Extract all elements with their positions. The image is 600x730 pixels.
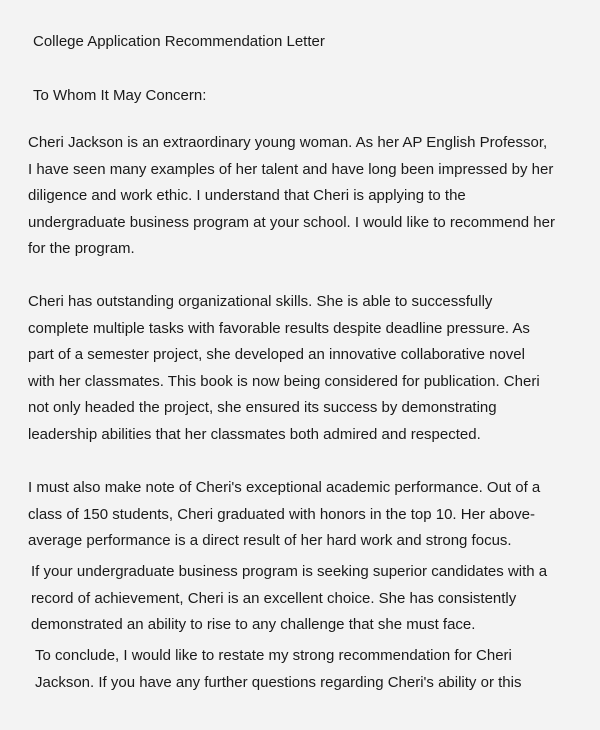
paragraph-line: diligence and work ethic. I understand that Cheri is applying to the: [28, 187, 466, 205]
paragraph-line: To conclude, I would like to restate my strong recommendation for Cheri: [35, 647, 512, 664]
paragraph-introduction: [28, 130, 555, 263]
paragraph-line: average performance is a direct result of her hard work and strong focus.: [28, 532, 512, 550]
paragraph-academic-performance: [28, 475, 540, 555]
paragraph-line: If your undergraduate business program is seeking superior candidates with a: [31, 563, 548, 580]
paragraph-line: record of achievement, Cheri is an excellent choice. She has consistently: [31, 589, 517, 607]
paragraph-line: undergraduate business program at your school. I would like to recommend her: [28, 213, 555, 231]
paragraph-line: Cheri Jackson is an extraordinary young woman. As her AP English Professor,: [28, 134, 548, 151]
paragraph-line: I have seen many examples of her talent and have long been impressed by her: [28, 160, 554, 178]
paragraph-line: demonstrated an ability to rise to any challenge that she must face.: [31, 616, 476, 634]
paragraph-line: complete multiple tasks with favorable results despite deadline pressure. As: [28, 319, 530, 337]
paragraph-organizational-skills: [28, 289, 540, 449]
paragraph-line: leadership abilities that her classmates both admired and respected.: [28, 425, 481, 443]
letter-salutation: To Whom It May Concern:: [33, 87, 207, 104]
paragraph-line: not only headed the project, she ensured its success by demonstrating: [28, 399, 497, 417]
paragraph-line: I must also make note of Cheri's exceptional academic performance. Out of a: [28, 479, 541, 496]
paragraph-line: Cheri has outstanding organizational skills. She is able to successfully: [28, 293, 493, 310]
paragraph-line: Jackson. If you have any further questions regarding Cheri's ability or this: [35, 673, 522, 691]
paragraph-line: class of 150 students, Cheri graduated with honors in the top 10. Her above-: [28, 505, 535, 523]
paragraph-recommendation: [31, 559, 547, 639]
paragraph-line: with her classmates. This book is now being considered for publication. Cheri: [28, 372, 540, 390]
letter-title: College Application Recommendation Letter: [33, 33, 325, 50]
paragraph-line: for the program.: [28, 240, 135, 258]
paragraph-line: part of a semester project, she developed an innovative collaborative novel: [28, 346, 525, 364]
paragraph-conclusion: [35, 643, 521, 696]
